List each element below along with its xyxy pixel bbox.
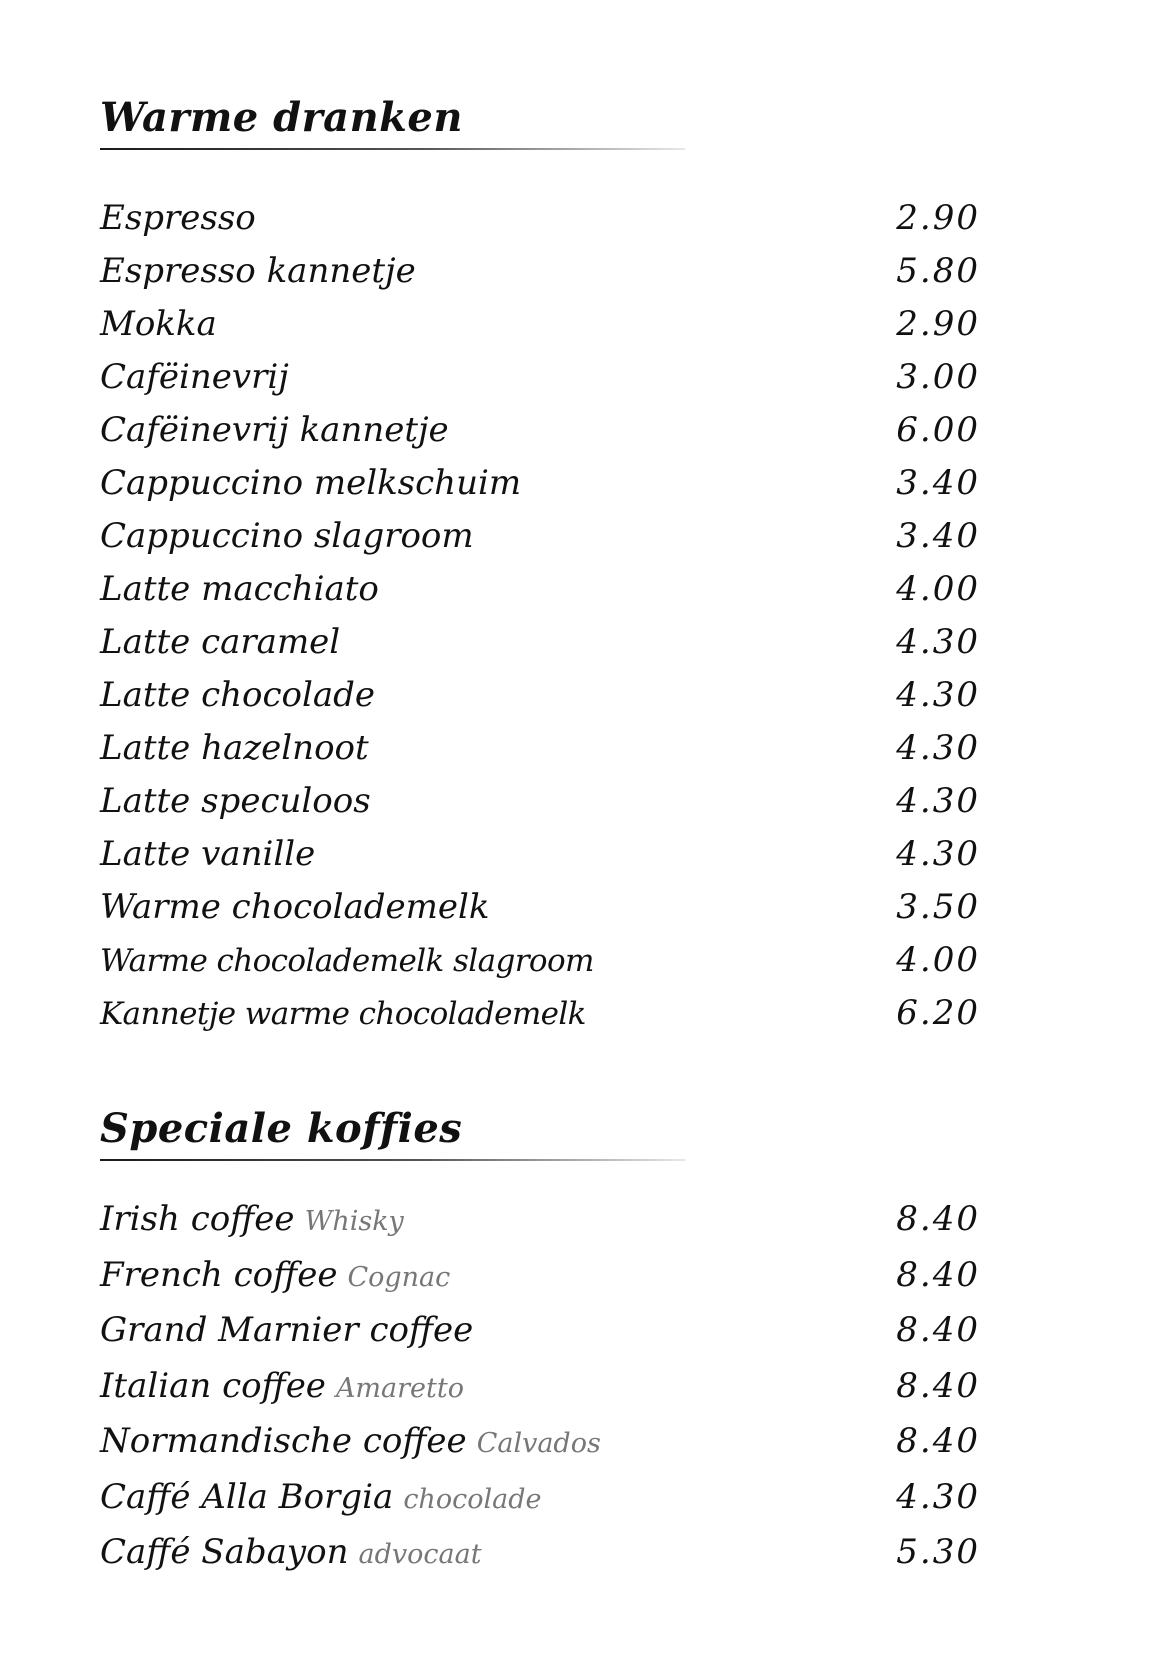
item-price: 8.40: [896, 1199, 980, 1239]
menu-item: [100, 351, 980, 404]
item-price: 5.80: [896, 251, 980, 291]
item-name-group: [100, 1304, 483, 1359]
menu-item: [100, 934, 980, 987]
item-name: Latte vanille: [100, 834, 316, 874]
section-speciale-koffies: [100, 1103, 980, 1582]
item-name: Normandische coffee: [100, 1421, 467, 1461]
item-price: 8.40: [896, 1365, 980, 1406]
menu-item: [100, 1193, 980, 1249]
item-name-group: [100, 1249, 450, 1304]
item-name: Warme chocolademelk: [100, 887, 490, 927]
menu-item: [100, 775, 980, 828]
item-name: Espresso kannetje: [100, 251, 416, 291]
menu-list: [100, 1193, 980, 1582]
item-note: Calvados: [476, 1428, 601, 1459]
menu-item: [100, 192, 980, 245]
menu-item: [100, 987, 980, 1040]
item-name: Cappuccino slagroom: [100, 516, 474, 556]
item-name: Caffé Sabayon: [100, 1532, 349, 1572]
menu-item: [100, 510, 980, 563]
item-price: 6.00: [896, 410, 980, 450]
item-price: 4.00: [896, 569, 980, 609]
item-name-group: [100, 1193, 404, 1248]
item-name-group: [100, 1471, 541, 1526]
item-price: 4.00: [896, 940, 980, 980]
item-price: 3.40: [896, 516, 980, 556]
item-name: Irish coffee: [100, 1199, 295, 1239]
item-name-group: [100, 1526, 482, 1581]
item-name: Cafëinevrij: [100, 357, 289, 397]
item-name-group: [100, 1415, 601, 1470]
item-price: 4.30: [896, 675, 980, 715]
item-note: Amaretto: [335, 1372, 464, 1404]
item-name-group: [100, 1360, 464, 1415]
menu-item: [100, 457, 980, 510]
menu-item: [100, 616, 980, 669]
item-note: chocolade: [403, 1483, 542, 1515]
item-name: Kannetje warme chocolademelk: [100, 996, 586, 1032]
menu-item: [100, 881, 980, 934]
item-price: 6.20: [896, 993, 980, 1033]
item-price: 8.40: [896, 1254, 980, 1295]
menu-item: [100, 1249, 980, 1305]
menu-item: [100, 404, 980, 457]
item-price: 4.30: [896, 728, 980, 768]
item-price: 4.30: [896, 834, 980, 874]
menu-item: [100, 563, 980, 616]
menu-item: [100, 298, 980, 351]
item-price: 4.30: [896, 1476, 980, 1517]
section-warme-dranken: [100, 92, 980, 1040]
item-name: Espresso: [100, 198, 256, 238]
item-price: 3.00: [896, 357, 980, 397]
menu-item: [100, 1360, 980, 1416]
item-name: Latte macchiato: [100, 569, 379, 609]
menu-item: [100, 245, 980, 298]
menu-list: [100, 192, 980, 1040]
item-name: Cafëinevrij kannetje: [100, 410, 449, 450]
item-note: Whisky: [304, 1206, 404, 1237]
item-price: 5.30: [896, 1532, 980, 1572]
menu-item: [100, 722, 980, 775]
item-note: advocaat: [358, 1539, 482, 1570]
item-price: 3.40: [896, 463, 980, 503]
item-name: Latte speculoos: [100, 781, 371, 821]
item-name: Latte chocolade: [100, 675, 376, 715]
item-name: Latte hazelnoot: [100, 728, 369, 768]
item-price: 8.40: [896, 1310, 980, 1350]
item-name: Cappuccino melkschuim: [100, 463, 522, 503]
item-note: Cognac: [347, 1261, 451, 1293]
menu-item: [100, 1471, 980, 1527]
menu-item: [100, 828, 980, 881]
item-price: 4.30: [896, 781, 980, 821]
item-name: Latte caramel: [100, 622, 341, 662]
menu-item: [100, 1526, 980, 1582]
item-name: Mokka: [100, 304, 217, 344]
item-name: Caffé Alla Borgia: [100, 1476, 394, 1517]
item-price: 2.90: [896, 198, 980, 238]
item-name: Warme chocolademelk slagroom: [100, 943, 594, 979]
item-name: French coffee: [100, 1254, 338, 1295]
menu-item: [100, 1304, 980, 1360]
item-price: 8.40: [896, 1421, 980, 1461]
title-divider: [100, 1159, 685, 1161]
item-price: 2.90: [896, 304, 980, 344]
item-name: Grand Marnier coffee: [100, 1310, 474, 1350]
item-name: Italian coffee: [100, 1365, 326, 1406]
title-divider: [100, 148, 685, 150]
item-price: 3.50: [896, 887, 980, 927]
menu-item: [100, 1415, 980, 1471]
menu-item: [100, 669, 980, 722]
item-price: 4.30: [896, 622, 980, 662]
section-title: Speciale koffies: [100, 1105, 463, 1152]
section-title: Warme dranken: [100, 94, 463, 141]
